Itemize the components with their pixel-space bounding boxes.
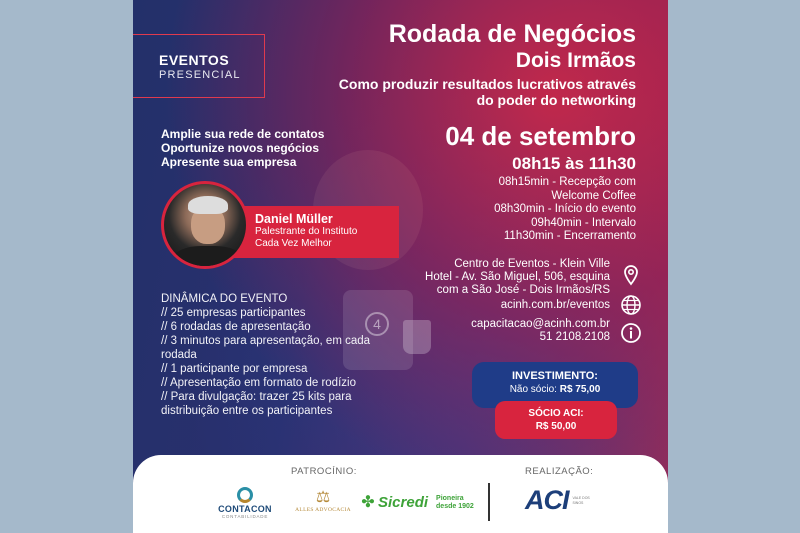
sponsors-label: PATROCÍNIO: xyxy=(291,466,357,477)
event-flyer xyxy=(133,0,668,533)
sicredi-tag: Pioneira desde 1902 xyxy=(436,494,474,510)
speaker-role: Palestrante do Instituto xyxy=(255,226,358,237)
event-subtitle: Dois Irmãos xyxy=(515,49,636,72)
non-member-label: Não sócio: xyxy=(509,384,557,395)
dynamics-item: // Apresentação em formato de rodízio xyxy=(161,377,356,389)
benefit-item: Amplie sua rede de contatos xyxy=(161,127,325,141)
event-type-subtitle: PRESENCIAL xyxy=(159,69,241,81)
alles-name: ALLES ADVOCACIA xyxy=(295,507,351,513)
scales-icon: ⚖ xyxy=(315,487,331,506)
benefit-item: Apresente sua empresa xyxy=(161,155,297,169)
sicredi-name: Sicredi xyxy=(378,494,429,511)
event-type-title: EVENTOS xyxy=(159,52,230,68)
contact-email[interactable]: capacitacao@acinh.com.br xyxy=(471,318,610,330)
event-title: Rodada de Negócios xyxy=(388,20,636,48)
non-member-price xyxy=(472,384,638,395)
schedule-line: 08h30min - Início do evento xyxy=(494,203,636,215)
aci-sub: VALE DOS SINOS xyxy=(572,496,590,505)
event-time: 08h15 às 11h30 xyxy=(512,154,636,173)
dynamics-item: // 1 participante por empresa xyxy=(161,363,308,375)
speaker-banner xyxy=(233,206,399,258)
contacon-logo xyxy=(217,487,273,519)
dynamics-item: // 3 minutos para apresentação, em cada rodada xyxy=(161,335,371,361)
event-location xyxy=(425,258,610,297)
non-member-value: R$ 75,00 xyxy=(559,384,601,395)
footer-divider xyxy=(488,483,490,521)
investment-title: INVESTIMENTO: xyxy=(512,370,598,382)
background-photo-cup xyxy=(403,320,431,354)
contact-info xyxy=(471,318,610,344)
benefit-item: Oportunize novos negócios xyxy=(161,141,320,155)
benefits-list xyxy=(161,127,324,169)
organizer-label: REALIZAÇÃO: xyxy=(525,466,594,477)
contacon-mark-icon xyxy=(237,487,253,503)
globe-icon xyxy=(620,294,642,316)
dynamics-title: DINÂMICA DO EVENTO xyxy=(161,293,288,305)
background-photo-table-sign: 4 xyxy=(343,290,413,370)
location-line: com a São José - Dois Irmãos/RS xyxy=(436,284,610,296)
info-icon xyxy=(620,322,642,344)
dynamics-item: // Para divulgação: trazer 25 kits para distribuição entre os participantes xyxy=(161,391,352,417)
map-pin-icon xyxy=(620,264,642,286)
speaker-photo xyxy=(161,181,249,269)
member-value: R$ 50,00 xyxy=(535,421,577,432)
speaker-role: Cada Vez Melhor xyxy=(255,238,332,249)
contact-phone[interactable]: 51 2108.2108 xyxy=(539,331,610,343)
location-line: Centro de Eventos - Klein Ville xyxy=(454,258,610,270)
sicredi-logo xyxy=(361,494,474,511)
member-price-box xyxy=(495,401,617,439)
aci-name: ACI xyxy=(525,485,569,515)
schedule-line: 09h40min - Intervalo xyxy=(531,216,636,229)
schedule-line: 08h15min - Recepção com xyxy=(498,176,636,188)
aci-logo xyxy=(525,485,595,516)
speaker-name: Daniel Müller xyxy=(255,212,333,226)
member-label: SÓCIO ACI: xyxy=(528,408,584,419)
dynamics-item: // 6 rodadas de apresentação xyxy=(161,321,311,333)
event-dynamics xyxy=(161,292,401,418)
sicredi-flower-icon: ✤ xyxy=(361,493,375,511)
contacon-sub: CONTABILIDADE xyxy=(221,514,269,519)
location-line: Hotel - Av. São Miguel, 506, esquina xyxy=(425,271,610,283)
dynamics-item: // 25 empresas participantes xyxy=(161,307,306,319)
contacon-name: CONTACON xyxy=(218,504,272,514)
event-tagline: Como produzir resultados lucrativos através do poder do networking xyxy=(338,76,636,108)
schedule-line: Welcome Coffee xyxy=(551,189,636,202)
schedule-line: 11h30min - Encerramento xyxy=(503,230,636,242)
event-schedule xyxy=(494,176,636,244)
alles-logo xyxy=(293,489,353,513)
sponsors-footer xyxy=(133,455,668,533)
website-link[interactable]: acinh.com.br/eventos xyxy=(500,299,610,311)
event-date: 04 de setembro xyxy=(445,121,636,151)
